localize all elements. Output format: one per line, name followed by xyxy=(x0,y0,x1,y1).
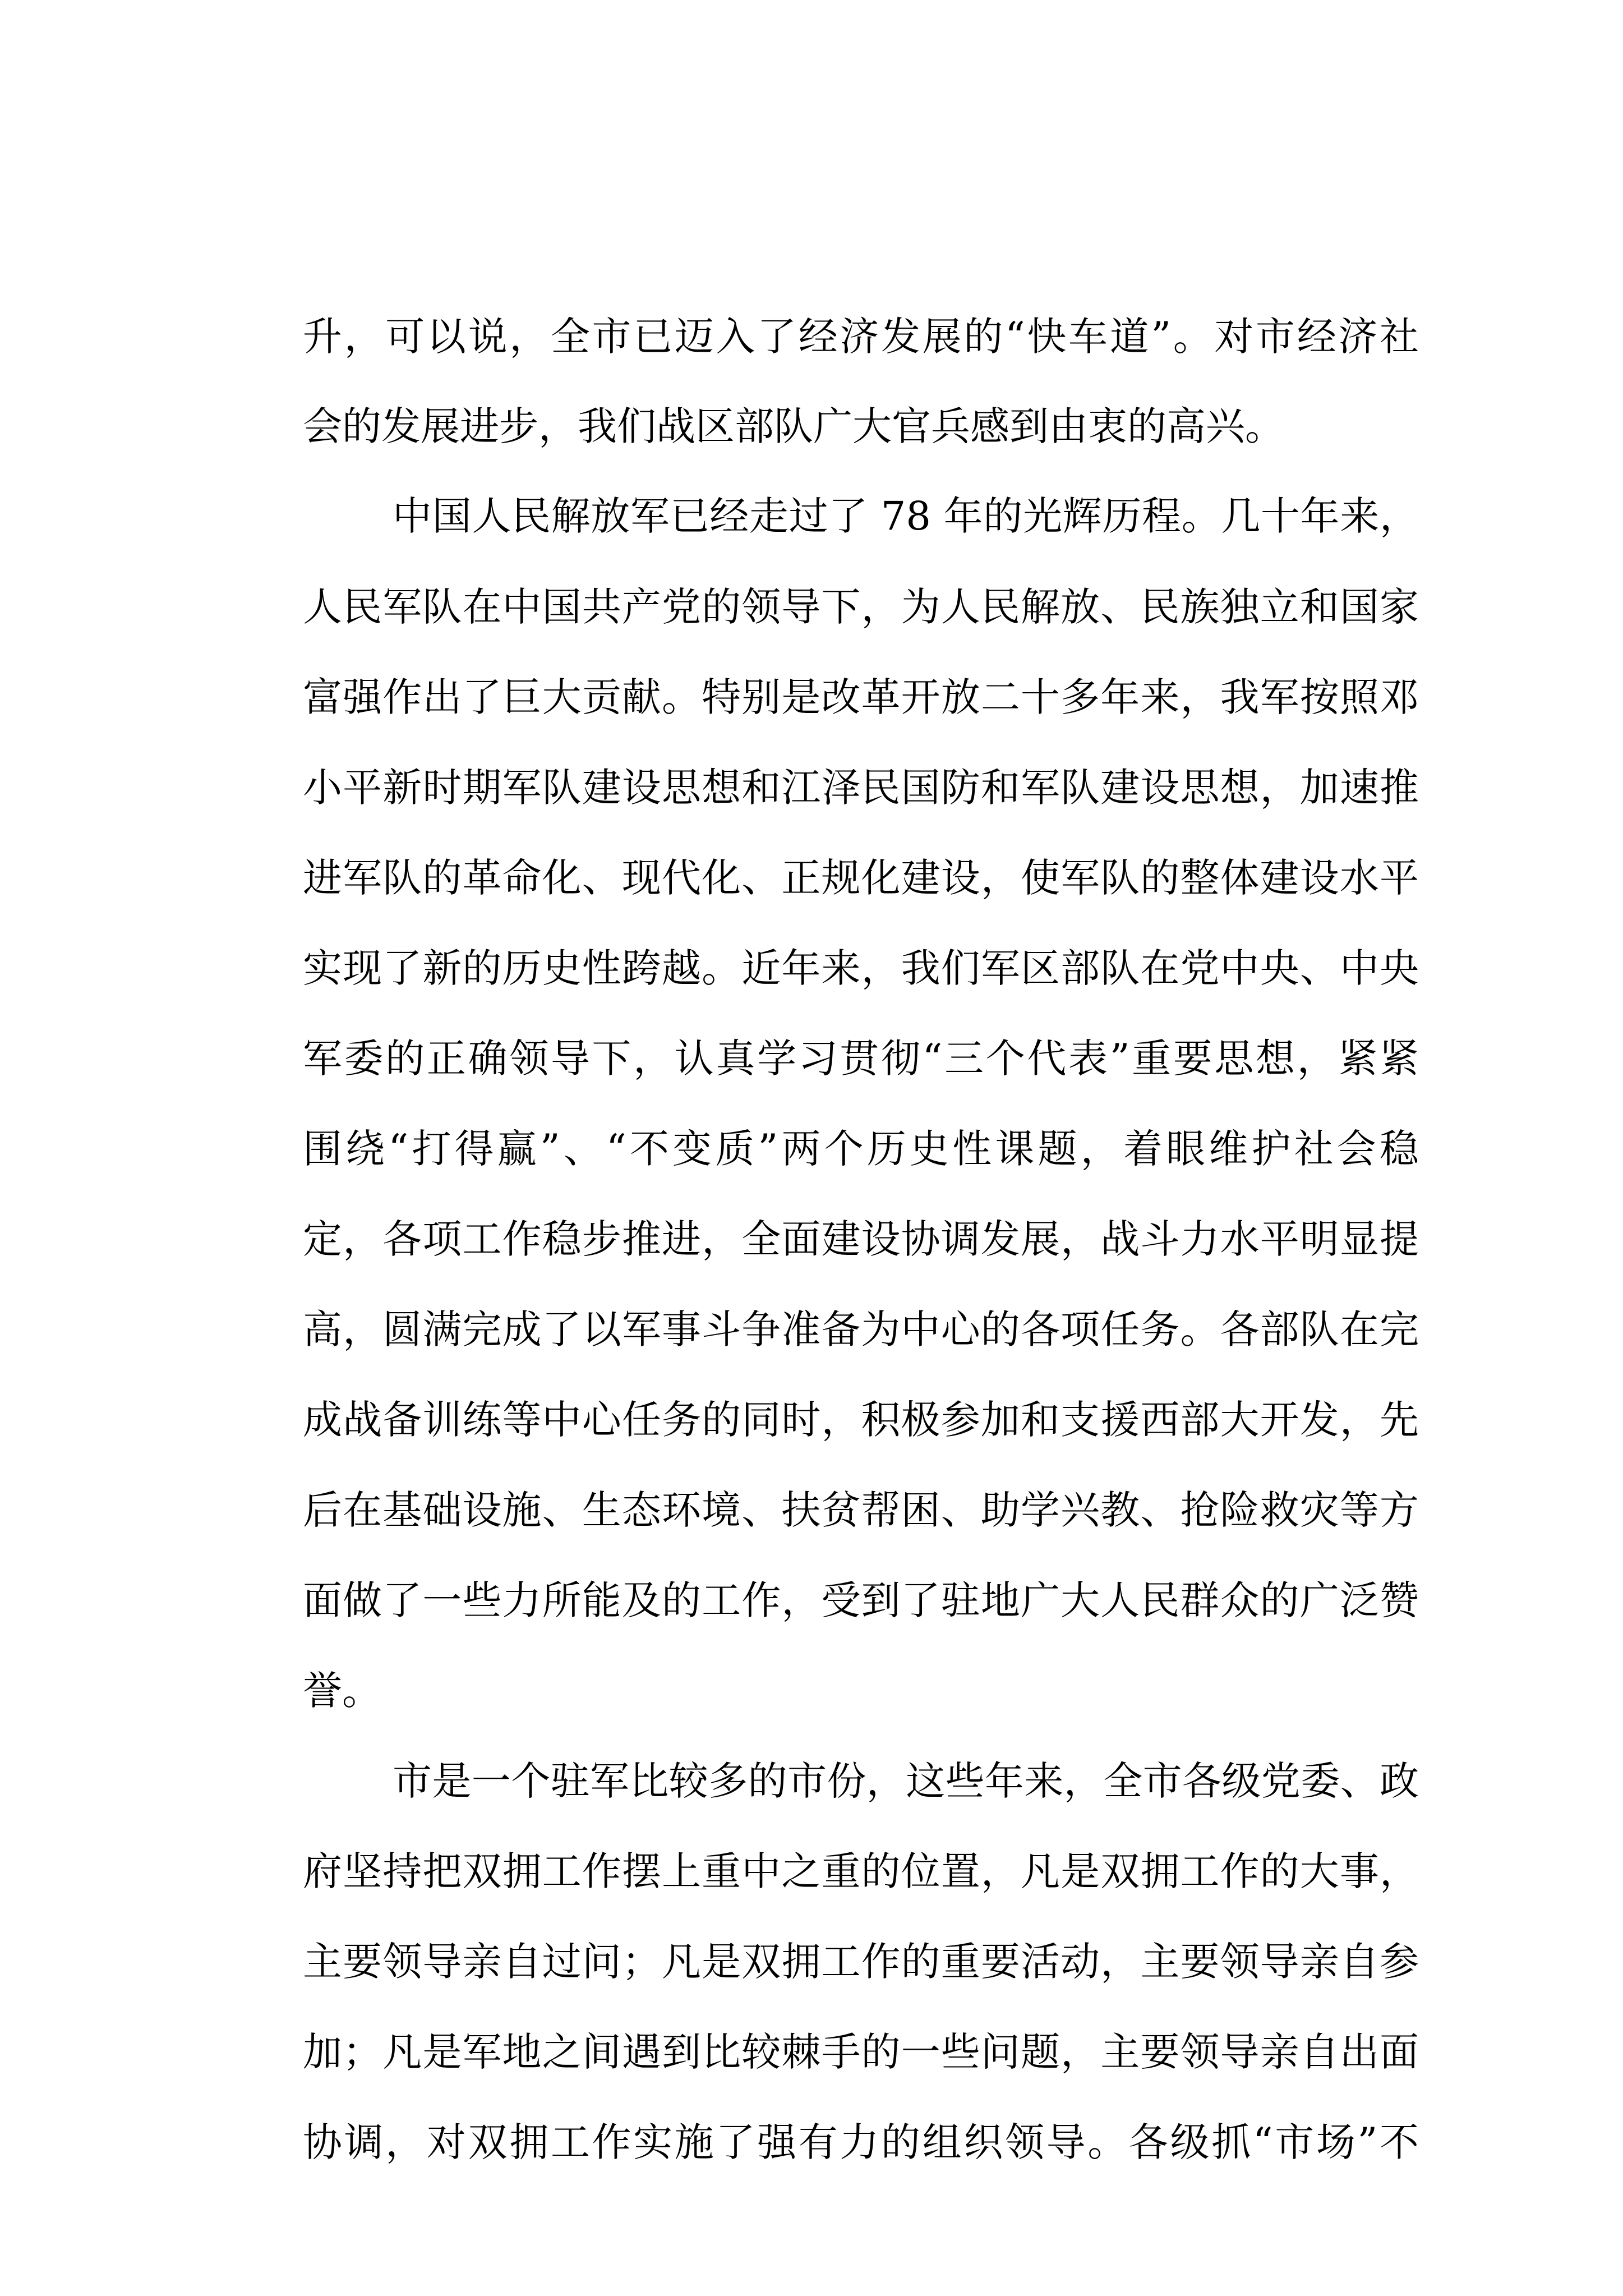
body-text-line: 成战备训练等中心任务的同时，积极参加和支援西部大开发，先 xyxy=(303,1397,1419,1443)
body-text-line: 面做了一些力所能及的工作，受到了驻地广大人民群众的广泛赞 xyxy=(303,1577,1419,1623)
body-text-line: 富强作出了巨大贡献。特别是改革开放二十多年来，我军按照邓 xyxy=(303,674,1419,720)
paragraph-first-line: 中国人民解放军已经走过了 78 年的光辉历程。几十年来， xyxy=(393,493,1419,539)
body-text-line: 实现了新的历史性跨越。近年来，我们军区部队在党中央、中央 xyxy=(303,945,1419,991)
body-text-line: 人民军队在中国共产党的领导下，为人民解放、民族独立和国家 xyxy=(303,584,1419,630)
body-text-line: 升，可以说，全市已迈入了经济发展的“快车道”。对市经济社 xyxy=(303,314,1419,360)
body-text-line: 军委的正确领导下，认真学习贯彻“三个代表”重要思想，紧紧 xyxy=(303,1036,1419,1082)
body-text-line: 高，圆满完成了以军事斗争准备为中心的各项任务。各部队在完 xyxy=(303,1306,1419,1352)
body-text-line: 小平新时期军队建设思想和江泽民国防和军队建设思想，加速推 xyxy=(303,765,1419,811)
body-text-line: 进军队的革命化、现代化、正规化建设，使军队的整体建设水平 xyxy=(303,855,1419,901)
body-text-line: 协调，对双拥工作实施了强有力的组织领导。各级抓“市场”不 xyxy=(303,2119,1419,2165)
body-text-line: 定，各项工作稳步推进，全面建设协调发展，战斗力水平明显提 xyxy=(303,1216,1419,1262)
body-text-line: 会的发展进步，我们战区部队广大官兵感到由衷的高兴。 xyxy=(303,403,1284,449)
body-text-line: 加；凡是军地之间遇到比较棘手的一些问题，主要领导亲自出面 xyxy=(303,2029,1419,2075)
body-text-line: 誉。 xyxy=(303,1668,381,1714)
body-text-line: 主要领导亲自过问；凡是双拥工作的重要活动，主要领导亲自参 xyxy=(303,1939,1419,1985)
body-text-line: 后在基础设施、生态环境、扶贫帮困、助学兴教、抢险救灾等方 xyxy=(303,1487,1419,1533)
body-text-line: 围绕“打得赢”、“不变质”两个历史性课题，着眼维护社会稳 xyxy=(303,1126,1419,1172)
paragraph-first-line: 市是一个驻军比较多的市份，这些年来，全市各级党委、政 xyxy=(393,1758,1419,1804)
body-text-line: 府坚持把双拥工作摆上重中之重的位置，凡是双拥工作的大事， xyxy=(303,1848,1419,1894)
